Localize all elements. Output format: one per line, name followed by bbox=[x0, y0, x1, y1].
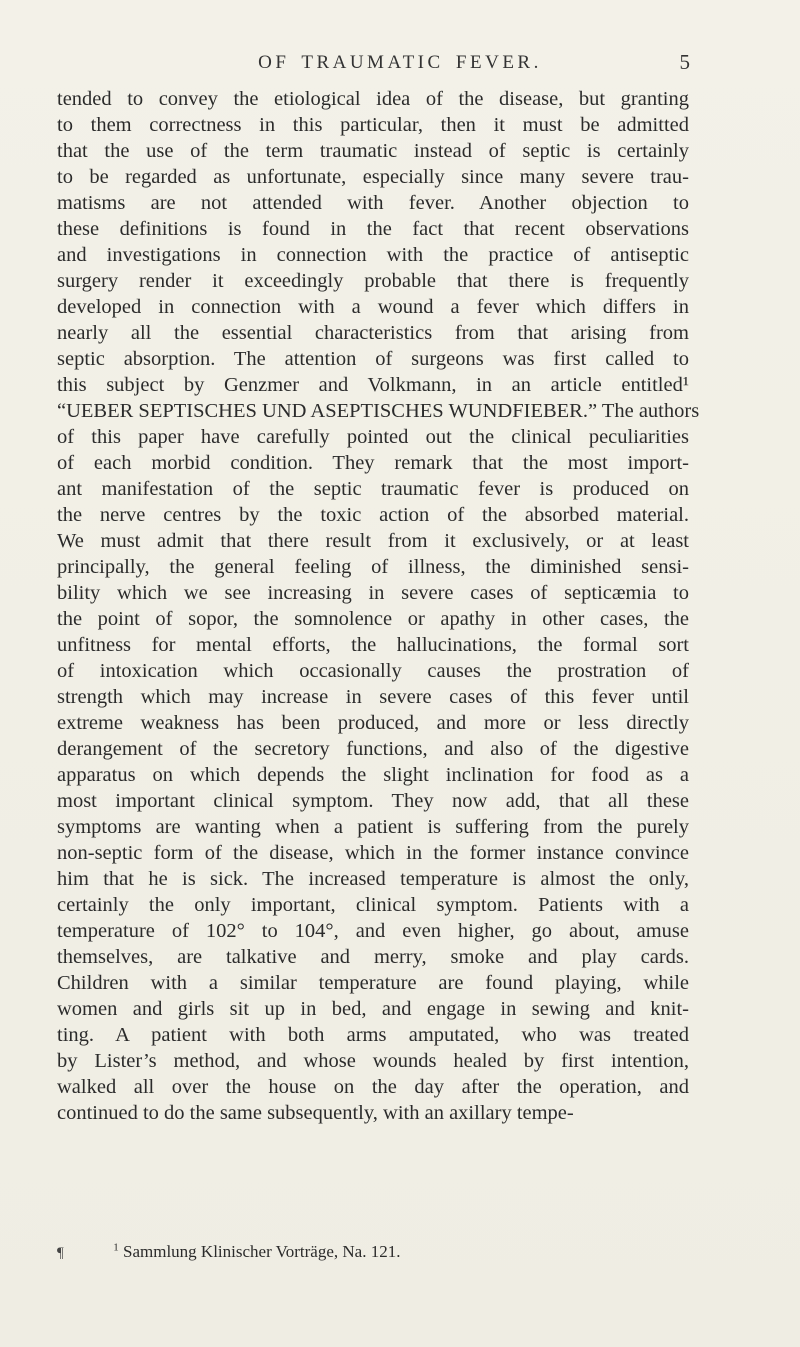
text-line: septic absorption. The attention of surgeons was first called to bbox=[57, 348, 689, 370]
text-line: continued to do the same subsequently, with an axillary tempe- bbox=[57, 1102, 574, 1124]
text-line: and investigations in connection with the practice of antiseptic bbox=[57, 244, 689, 266]
text-line: ant manifestation of the septic traumatic fever is produced on bbox=[57, 478, 689, 500]
text-line: that the use of the term traumatic instead of septic is certainly bbox=[57, 140, 689, 162]
text-line: by Lister’s method, and whose wounds healed by first intention, bbox=[57, 1050, 689, 1072]
footnote-number: 1 bbox=[113, 1241, 119, 1254]
text-line: themselves, are talkative and merry, smoke and play cards. bbox=[57, 946, 689, 968]
footnote-text: Sammlung Klinischer Vorträge, Na. 121. bbox=[123, 1242, 401, 1261]
text-line: principally, the general feeling of illness, the diminished sensi- bbox=[57, 556, 689, 578]
text-line: of each morbid condition. They remark that the most import- bbox=[57, 452, 689, 474]
text-line: bility which we see increasing in severe cases of septicæmia to bbox=[57, 582, 689, 604]
text-line: Children with a similar temperature are found playing, while bbox=[57, 972, 689, 994]
text-line: developed in connection with a wound a fever which differs in bbox=[57, 296, 689, 318]
text-line: derangement of the secretory functions, and also of the digestive bbox=[57, 738, 689, 760]
text-line: certainly the only important, clinical symptom. Patients with a bbox=[57, 894, 689, 916]
text-line: unfitness for mental efforts, the hallucinations, the formal sort bbox=[57, 634, 689, 656]
text-line: matisms are not attended with fever. Another objection to bbox=[57, 192, 689, 214]
text-line: apparatus on which depends the slight inclination for food as a bbox=[57, 764, 689, 786]
text-line: the point of sopor, the somnolence or apathy in other cases, the bbox=[57, 608, 689, 630]
text-line: symptoms are wanting when a patient is suffering from the purely bbox=[57, 816, 689, 838]
text-line: surgery render it exceedingly probable that there is frequently bbox=[57, 270, 689, 292]
text-line: of this paper have carefully pointed out the clinical peculiarities bbox=[57, 426, 689, 448]
text-line: these definitions is found in the fact that recent observations bbox=[57, 218, 689, 240]
text-line: of intoxication which occasionally causes the prostration of bbox=[57, 660, 689, 682]
text-line: to them correctness in this particular, then it must be admitted bbox=[57, 114, 689, 136]
text-line: walked all over the house on the day after the operation, and bbox=[57, 1076, 689, 1098]
footnote bbox=[57, 1240, 689, 1265]
text-line: this subject by Genzmer and Volkmann, in an article entitled¹ bbox=[57, 374, 689, 396]
text-line: tended to convey the etiological idea of the disease, but granting bbox=[57, 88, 689, 110]
text-line: “UEBER SEPTISCHES UND ASEPTISCHES WUNDFIEBER.” The authors bbox=[57, 400, 700, 422]
text-line: strength which may increase in severe cases of this fever until bbox=[57, 686, 689, 708]
text-line: most important clinical symptom. They now add, that all these bbox=[57, 790, 689, 812]
text-line: ting. A patient with both arms amputated, who was treated bbox=[57, 1024, 689, 1046]
text-line: him that he is sick. The increased temperature is almost the only, bbox=[57, 868, 689, 890]
text-line: non-septic form of the disease, which in the former instance convince bbox=[57, 842, 689, 864]
running-title: OF TRAUMATIC FEVER. bbox=[258, 52, 542, 73]
text-line: We must admit that there result from it exclusively, or at least bbox=[57, 530, 689, 552]
page-header bbox=[0, 52, 800, 82]
text-line: to be regarded as unfortunate, especially since many severe trau- bbox=[57, 166, 689, 188]
text-line: extreme weakness has been produced, and more or less directly bbox=[57, 712, 689, 734]
footnote-marker: ¶ bbox=[57, 1245, 64, 1261]
text-line: women and girls sit up in bed, and engage in sewing and knit- bbox=[57, 998, 689, 1020]
text-line: the nerve centres by the toxic action of the absorbed material. bbox=[57, 504, 689, 526]
text-line: nearly all the essential characteristics from that arising from bbox=[57, 322, 689, 344]
body-text bbox=[57, 86, 700, 1126]
page-number: 5 bbox=[679, 50, 690, 74]
text-line: temperature of 102° to 104°, and even higher, go about, amuse bbox=[57, 920, 689, 942]
